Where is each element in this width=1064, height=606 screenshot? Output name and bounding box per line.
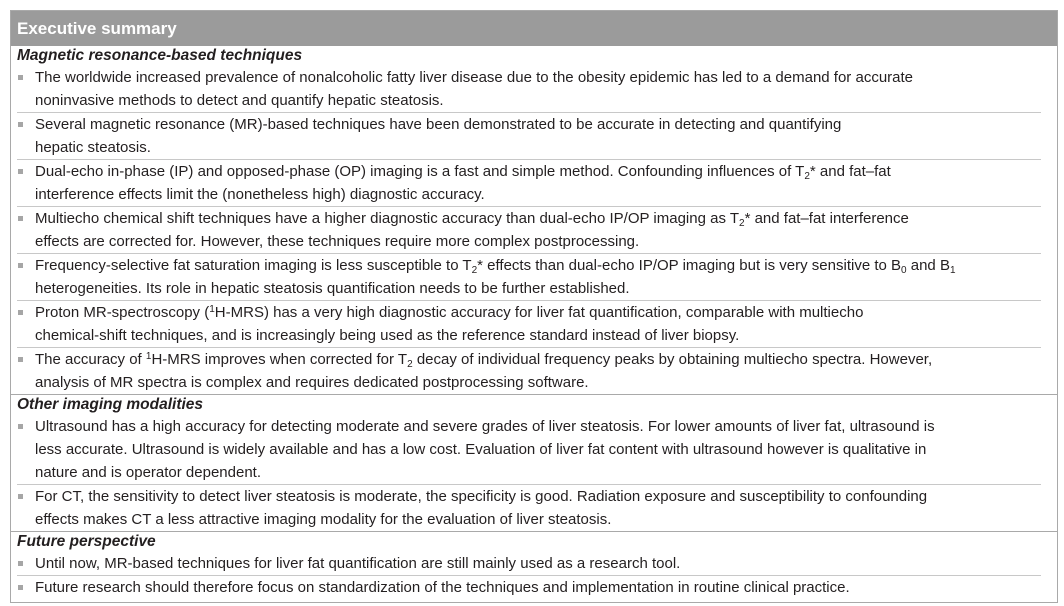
section-other-modalities: [11, 395, 1057, 532]
bullet-icon: [18, 561, 23, 566]
list-item: Dual-echo in-phase (IP) and opposed-phase (OP) imaging is a fast and simple method. Confounding influences of $T_2*$ and fat–fat interference effects limit the (nonetheless high) diagnostic accuracy.: [17, 159, 1041, 206]
bullet-icon: [18, 310, 23, 315]
bullet-icon: [18, 357, 23, 362]
list-item: Several magnetic resonance (MR)-based techniques have been demonstrated to be accurate in detecting and quantifying hepatic steatosis.: [17, 112, 1041, 159]
executive-summary-box: [10, 10, 1058, 603]
section-heading: Future perspective: [17, 533, 156, 550]
list-item: Frequency-selective fat saturation imaging is less susceptible to $T_2*$ effects than dual-echo IP/OP imaging but is very sensitive to $B_0$ and $B_1$ heterogeneities. Its role in hepatic steatosis quantification needs to be further established.: [17, 253, 1041, 300]
bullet-icon: [18, 424, 23, 429]
section-future-perspective: [11, 532, 1057, 599]
bullet-icon: [18, 75, 23, 80]
bullet-icon: [18, 216, 23, 221]
bullet-icon: [18, 494, 23, 499]
bullet-icon: [18, 122, 23, 127]
list-item: For CT, the sensitivity to detect liver steatosis is moderate, the specificity is good. Radiation exposure and susceptibility to confounding effects makes CT a less attractive imaging modality for the evaluation of liver steatosis.: [17, 484, 1041, 531]
summary-title: Executive summary: [11, 11, 1057, 46]
list-item: Ultrasound has a high accuracy for detecting moderate and severe grades of liver steatosis. For lower amounts of liver fat, ultrasound is less accurate. Ultrasound is widely available and has a low cost. Evaluation of liver fat content with ultrasound however is qualitative in nature and is operator dependent.: [17, 415, 1041, 484]
list-item: The accuracy of $^1$H-MRS improves when corrected for $T_2$ decay of individual frequency peaks by obtaining multiecho spectra. However, analysis of MR spectra is complex and requires dedicated postprocessing software.: [17, 347, 1041, 394]
list-item: Future research should therefore focus on standardization of the techniques and implementation in routine clinical practice.: [17, 575, 1041, 599]
section-mr-techniques: [11, 46, 1057, 395]
section-heading: Magnetic resonance-based techniques: [17, 47, 303, 64]
list-item: Until now, MR-based techniques for liver fat quantification are still mainly used as a research tool.: [17, 552, 1041, 575]
bullet-icon: [18, 263, 23, 268]
list-item: Multiecho chemical shift techniques have a higher diagnostic accuracy than dual-echo IP/OP imaging as $T_2*$ and fat–fat interference effects are corrected for. However, these techniques require more complex postprocessing.: [17, 206, 1041, 253]
list-item: The worldwide increased prevalence of nonalcoholic fatty liver disease due to the obesity epidemic has led to a demand for accurate noninvasive methods to detect and quantify hepatic steatosis.: [17, 66, 1041, 112]
section-heading: Other imaging modalities: [17, 396, 204, 413]
bullet-icon: [18, 585, 23, 590]
list-item: Proton MR-spectroscopy ($^1$H-MRS) has a very high diagnostic accuracy for liver fat quantification, comparable with multiecho chemical-shift techniques, and is increasingly being used as the reference standard instead of liver biopsy.: [17, 300, 1041, 347]
bullet-icon: [18, 169, 23, 174]
